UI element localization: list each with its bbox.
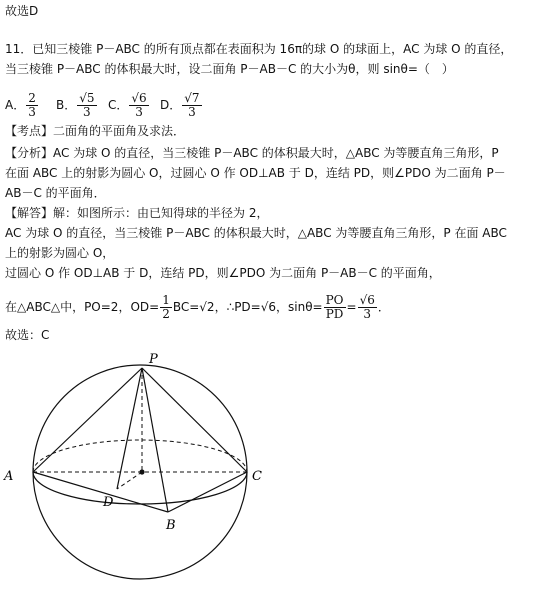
option-a-letter: A． bbox=[5, 98, 26, 112]
option-c bbox=[108, 92, 150, 119]
option-b-den: 3 bbox=[83, 105, 91, 119]
final-answer: 故选：C bbox=[5, 328, 50, 342]
option-d-num: √7 bbox=[184, 91, 200, 105]
option-d bbox=[160, 92, 203, 119]
period: ． bbox=[377, 300, 390, 314]
od-num: 1 bbox=[162, 293, 170, 307]
option-b bbox=[56, 92, 98, 119]
calc-prefix: 在△ABC△中，PO=2，OD= bbox=[5, 300, 160, 314]
option-c-den: 3 bbox=[135, 105, 143, 119]
fenxi-line-3: AB－C 的平面角． bbox=[5, 186, 106, 200]
label-p: P bbox=[149, 352, 158, 367]
segment-pd bbox=[117, 368, 142, 489]
sphere-figure bbox=[0, 344, 554, 604]
option-a-den: 3 bbox=[28, 105, 36, 119]
sin-num: PO bbox=[325, 293, 344, 307]
sin-fraction bbox=[324, 294, 346, 321]
kaodian-text: 二面角的平面角及求法． bbox=[53, 124, 186, 138]
option-c-fraction bbox=[129, 92, 148, 119]
option-b-letter: B． bbox=[56, 98, 77, 112]
jieda-line-2: AC 为球 O 的直径，当三棱锥 P－ABC 的体积最大时，△ABC 为等腰直角三角形，P 在面 ABC bbox=[5, 226, 507, 240]
jieda-calc-line bbox=[5, 293, 390, 321]
fenxi-text-1: AC 为球 O 的直径，当三棱锥 P－ABC 的体积最大时，△ABC 为等腰直角三角形，P bbox=[53, 146, 499, 160]
question-line-1: 11．已知三棱锥 P－ABC 的所有顶点都在表面积为 16π的球 O 的球面上，AC 为球 O 的直径， bbox=[5, 42, 513, 56]
od-fraction bbox=[160, 294, 172, 321]
kaodian-label: 【考点】 bbox=[5, 124, 54, 138]
option-d-letter: D． bbox=[160, 98, 182, 112]
option-b-fraction bbox=[77, 92, 96, 119]
option-b-num: √5 bbox=[79, 91, 95, 105]
result-den: 3 bbox=[363, 307, 372, 321]
fenxi-line-1 bbox=[5, 146, 499, 160]
jieda-text-1: 解：如图所示：由已知得球的半径为 2， bbox=[53, 206, 269, 220]
od-rest: BC=√2，∴PD=√6，sinθ= bbox=[172, 300, 323, 314]
kaodian-line bbox=[5, 124, 185, 138]
result-fraction bbox=[358, 294, 377, 321]
fenxi-label: 【分析】 bbox=[5, 146, 54, 160]
option-a-fraction bbox=[26, 92, 38, 119]
question-line-2: 当三棱锥 P－ABC 的体积最大时，设二面角 P－AB－C 的大小为θ，则 sinθ=（ ） bbox=[5, 62, 454, 76]
equals-sign: = bbox=[346, 300, 357, 314]
label-c: C bbox=[252, 469, 262, 484]
prev-answer: 故选D bbox=[5, 4, 39, 18]
label-b: B bbox=[166, 518, 176, 533]
jieda-label: 【解答】 bbox=[5, 206, 54, 220]
equator-back-arc bbox=[33, 440, 247, 472]
jieda-line-3: 上的射影为圆心 O， bbox=[5, 246, 115, 260]
label-a: A bbox=[4, 469, 14, 484]
option-d-den: 3 bbox=[188, 105, 196, 119]
od-den: 2 bbox=[162, 307, 170, 321]
fenxi-line-2: 在面 ABC 上的射影为圆心 O，过圆心 O 作 OD⊥AB 于 D，连结 PD，则∠PDO 为二面角 P－ bbox=[5, 166, 506, 180]
segment-ab bbox=[33, 472, 168, 512]
option-a-num: 2 bbox=[28, 91, 36, 105]
segment-bc bbox=[168, 472, 247, 512]
option-c-num: √6 bbox=[131, 91, 147, 105]
option-a bbox=[5, 92, 39, 119]
label-d: D bbox=[103, 495, 114, 510]
jieda-line-1 bbox=[5, 206, 268, 220]
segment-pa bbox=[33, 368, 142, 472]
option-d-fraction bbox=[182, 92, 201, 119]
result-num: √6 bbox=[359, 293, 375, 307]
option-c-letter: C． bbox=[108, 98, 129, 112]
center-point-o bbox=[139, 469, 144, 474]
sin-den: PD bbox=[325, 307, 344, 321]
jieda-line-4: 过圆心 O 作 OD⊥AB 于 D，连结 PD，则∠PDO 为二面角 P－AB－C 的平面角， bbox=[5, 266, 441, 280]
segment-od bbox=[117, 472, 142, 489]
